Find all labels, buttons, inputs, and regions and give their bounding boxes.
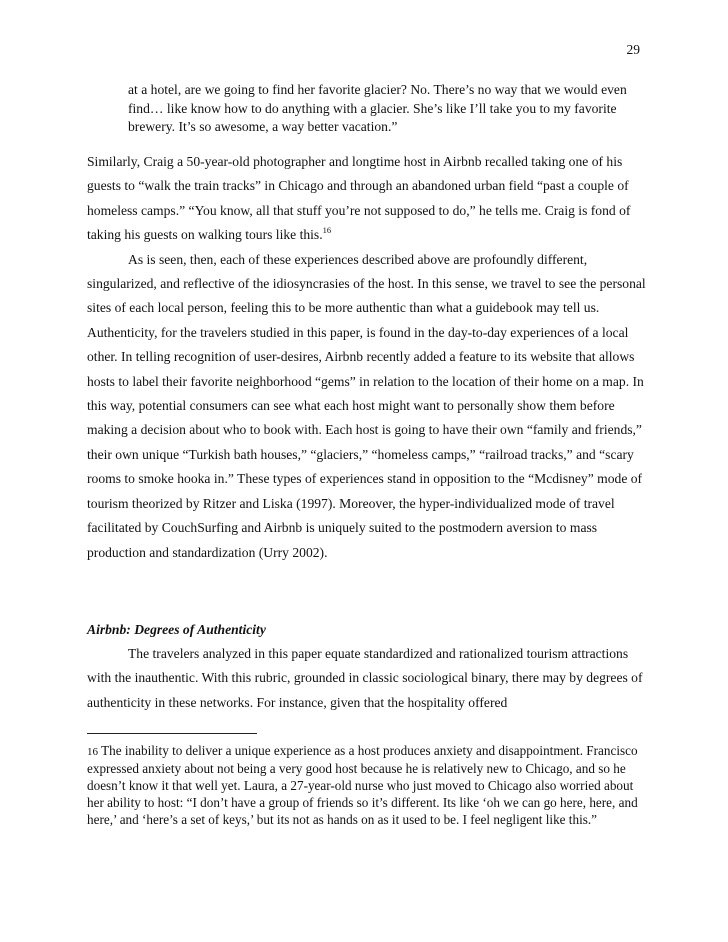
block-quote: at a hotel, are we going to find her favorite glacier? No. There’s no way that we would even find… like know how to do anything with a glacier. She’s like I’ll take you to my favorite brewery. It’s so awesome, a way better vacation.” bbox=[128, 82, 627, 135]
body-text bbox=[87, 150, 648, 565]
section-body bbox=[87, 642, 648, 715]
paragraph-1-text: Similarly, Craig a 50-year-old photographer and longtime host in Airbnb recalled taking one of his guests to “walk the train tracks” in Chicago and through an abandoned urban field “past a couple of homeless camps.” “You know, all that stuff you’re not supposed to do,” he tells me. Craig is fond of taking his guests on walking tours like this. bbox=[87, 154, 631, 243]
footnote bbox=[87, 743, 648, 829]
paragraph-1 bbox=[87, 150, 648, 248]
footnote-text: The inability to deliver a unique experience as a host produces anxiety and disappointment. Francisco expressed anxiety about not being a very good host because he is relatively new to Chicago, and so he doesn’t know it that well yet. Laura, a 27-year-old nurse who just moved to Chicago also worried about her ability to host: “I don’t have a group of friends so it’s different. Its like ‘oh we can go here, here, and here,’ and ‘here’s a set of keys,’ but its not as hands on as it used to be. I feel negligent like this.” bbox=[87, 743, 638, 827]
section-paragraph: The travelers analyzed in this paper equate standardized and rationalized tourism attractions with the inauthentic. With this rubric, grounded in classic sociological binary, there may by degrees of authenticity in these networks. For instance, given that the hospitality offered bbox=[87, 646, 643, 710]
section-heading: Airbnb: Degrees of Authenticity bbox=[87, 622, 266, 637]
footnote-divider bbox=[87, 733, 257, 734]
footnote-number: 16 bbox=[87, 746, 98, 758]
paragraph-2: As is seen, then, each of these experiences described above are profoundly different, singularized, and reflective of the idiosyncrasies of the host. In this sense, we travel to see the personal sites of each local person, feeling this to be more authentic than what a guidebook may tell us. Authenticity, for the travelers studied in this paper, is found in the day-to-day experiences of a local other. In telling recognition of user-desires, Airbnb recently added a feature to its website that allows hosts to label their favorite neighborhood “gems” in relation to the location of their home on a map. In this way, potential consumers can see what each host might want to personally show them before making a decision about who to book with. Each host is going to have their own “family and friends,” their own unique “Turkish bath houses,” “glaciers,” “homeless camps,” “railroad tracks,” and “scary rooms to smoke hooka in.” These types of experiences stand in opposition to the “Mcdisney” mode of tourism theorized by Ritzer and Liska (1997). Moreover, the hyper-individualized mode of travel facilitated by CouchSurfing and Airbnb is uniquely suited to the postmodern aversion to mass production and standardization (Urry 2002). bbox=[87, 251, 646, 560]
footnote-reference[interactable]: 16 bbox=[322, 225, 332, 236]
page-number: 29 bbox=[626, 42, 640, 57]
